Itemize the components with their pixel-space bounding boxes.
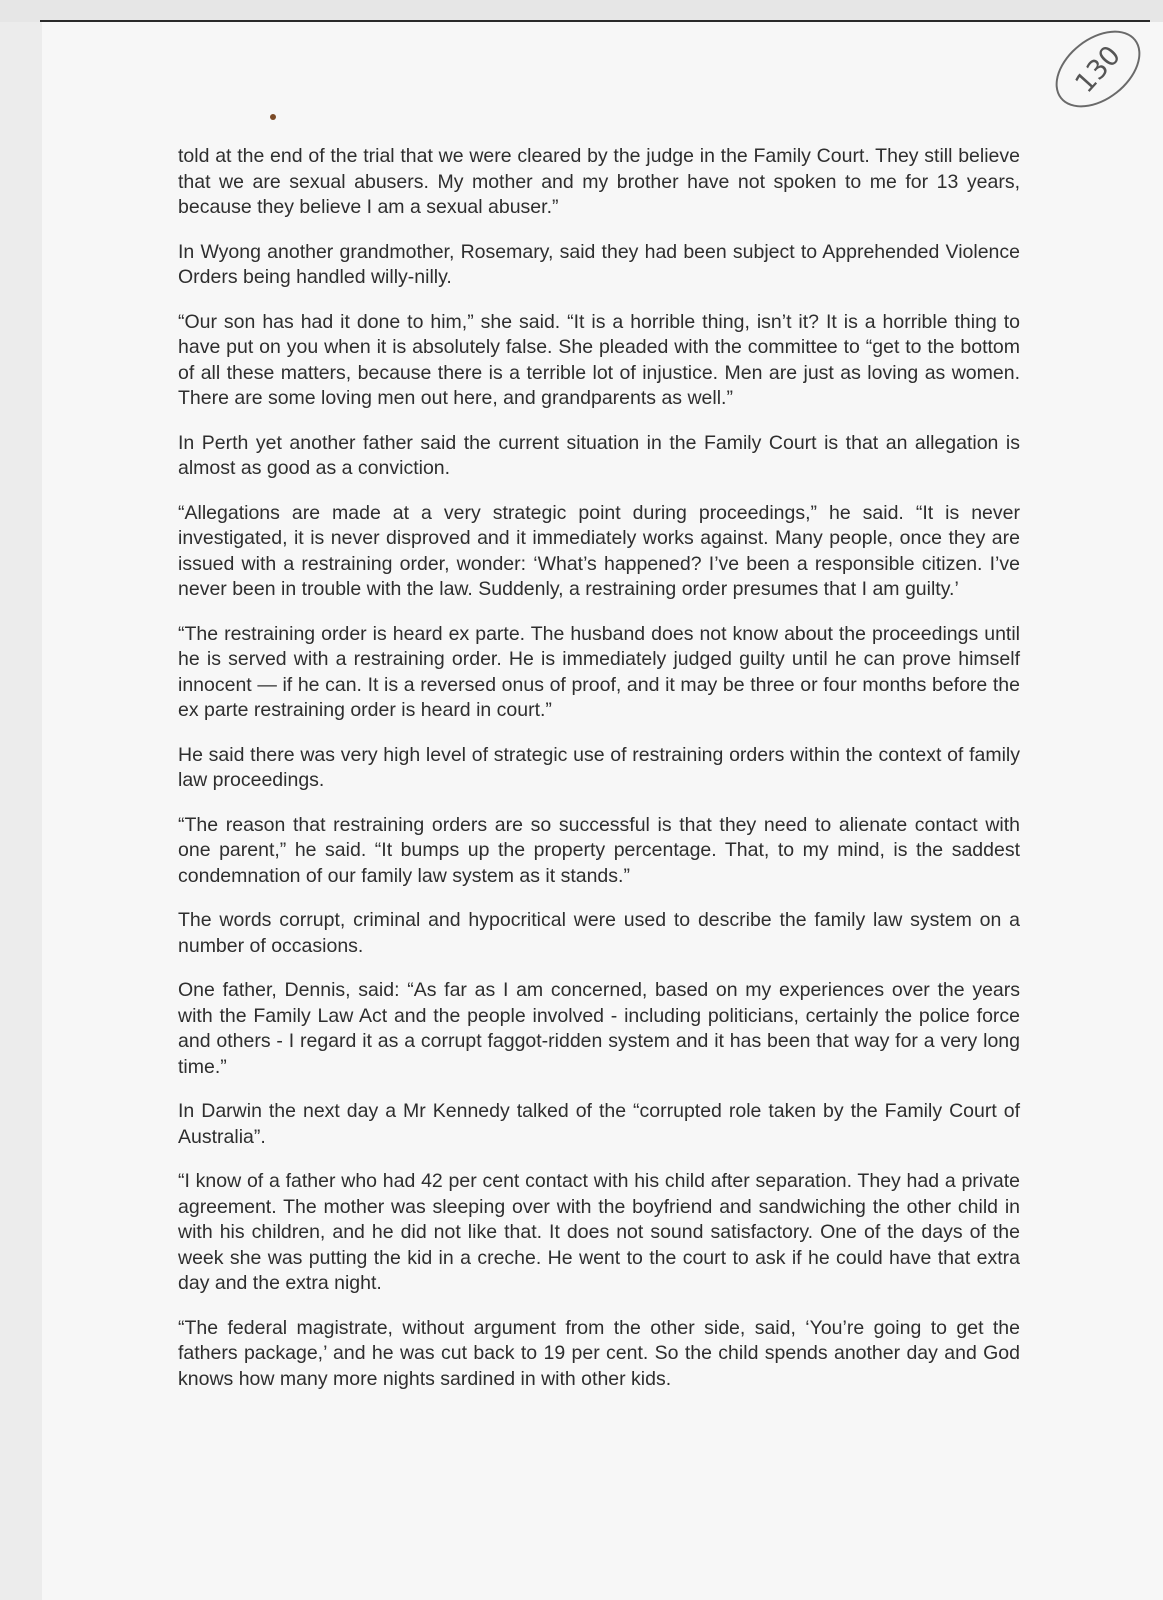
scan-background-left <box>0 0 42 1600</box>
paragraph: “The reason that restraining orders are so successful is that they need to alienate contact with one parent,” he said. “It bumps up the property percentage. That, to my mind, is the saddest condemnation of our family law system as it stands.” <box>178 813 1020 887</box>
paragraph: “Our son has had it done to him,” she said. “It is a horrible thing, isn’t it? It is a horrible thing to have put on you when it is absolutely false. She pleaded with the committee to “get to the bottom of all these matters, because there is a terrible lot of injustice. Men are just as loving as women. There are some loving men out here, and grandparents as well.” <box>178 310 1020 409</box>
paragraph: In Wyong another grandmother, Rosemary, said they had been subject to Apprehended Violence Orders being handled willy-nilly. <box>178 240 1020 288</box>
ink-speck <box>270 114 276 120</box>
paragraph: “The federal magistrate, without argument from the other side, said, ‘You’re going to get the fathers package,’ and he was cut back to 19 per cent. So the child spends another day and God knows how many more nights sardined in with other kids. <box>178 1316 1020 1390</box>
document-body <box>178 144 1020 1411</box>
paragraph: The words corrupt, criminal and hypocritical were used to describe the family law system on a number of occasions. <box>178 909 1020 957</box>
paragraph: “The restraining order is heard ex parte. The husband does not know about the proceedings until he is served with a restraining order. He is immediately judged guilty until he can prove himself innocent — if he can. It is a reversed onus of proof, and it may be three or four months before the ex parte restraining order is heard in court.” <box>178 622 1020 721</box>
paragraph: In Darwin the next day a Mr Kennedy talked of the “corrupted role taken by the Family Court of Australia”. <box>178 1100 1020 1148</box>
paragraph: told at the end of the trial that we were cleared by the judge in the Family Court. They still believe that we are sexual abusers. My mother and my brother have not spoken to me for 13 years, because they believe I am a sexual abuser.” <box>178 145 1020 218</box>
page-number-text: 130 <box>1069 39 1127 99</box>
paragraph: “Allegations are made at a very strategic point during proceedings,” he said. “It is never investigated, it is never disproved and it immediately works against. Many people, once they are issued with a restraining order, wonder: ‘What’s happened? I’ve been a responsible citizen. I’ve never been in trouble with the law. Suddenly, a restraining order presumes that I am guilty.’ <box>178 501 1020 600</box>
paragraph: One father, Dennis, said: “As far as I am concerned, based on my experiences over the years with the Family Law Act and the people involved - including politicians, certainly the police force and others - I regard it as a corrupt faggot-ridden system and it has been that way for a very long time.” <box>178 979 1020 1078</box>
scan-background-top <box>0 0 1163 22</box>
paragraph: He said there was very high level of strategic use of restraining orders within the context of family law proceedings. <box>178 743 1020 791</box>
paragraph: “I know of a father who had 42 per cent contact with his child after separation. They had a private agreement. The mother was sleeping over with the boyfriend and sandwiching the other child in with his children, and he did not like that. It does not sound satisfactory. One of the days of the week she was putting the kid in a creche. He went to the court to ask if he could have that extra day and the extra night. <box>178 1170 1020 1294</box>
paragraph: In Perth yet another father said the current situation in the Family Court is that an allegation is almost as good as a conviction. <box>178 431 1020 479</box>
